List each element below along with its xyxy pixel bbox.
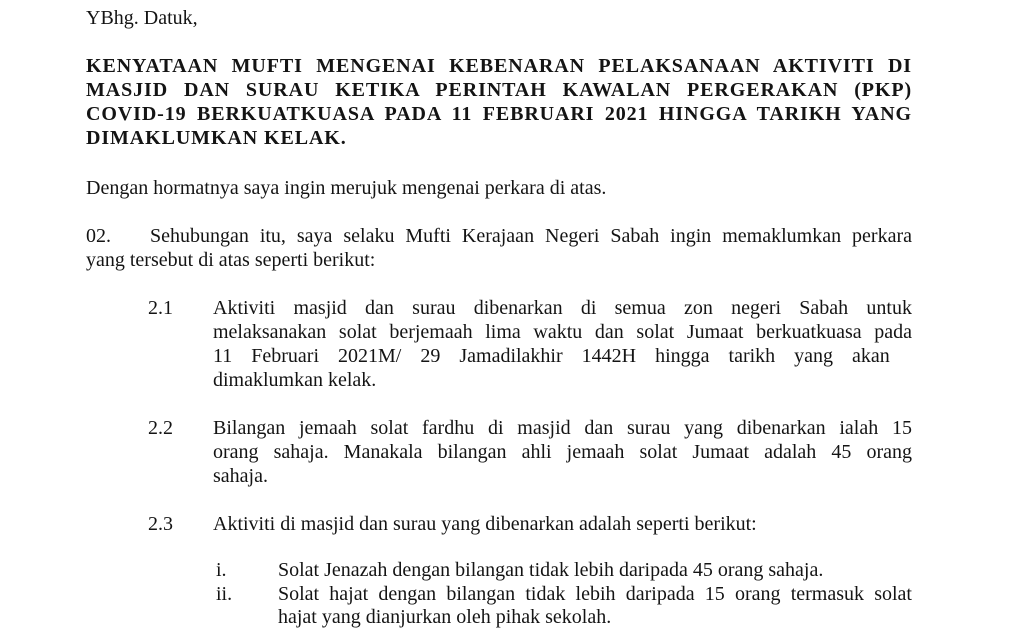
item-line: orang sahaja. Manakala bilangan ahli jemaah solat Jumaat adalah 45 orang [213,441,912,463]
item-line: sahaja. [213,465,268,487]
subitem-number: i. [216,559,227,581]
item-number: 2.2 [148,417,173,439]
salutation: YBhg. Datuk, [86,7,198,29]
subitem-line: Solat hajat dengan bilangan tidak lebih daripada 15 orang termasuk solat [278,583,912,605]
subject-line: KENYATAAN MUFTI MENGENAI KEBENARAN PELAKSANAAN AKTIVITI DI [86,55,912,77]
item-line: Bilangan jemaah solat fardhu di masjid dan surau yang dibenarkan ialah 15 [213,417,912,439]
item-line: melaksanakan solat berjemaah lima waktu dan solat Jumaat berkuatkuasa pada [213,321,912,343]
item-line: dimaklumkan kelak. [213,369,377,391]
subitem-number: ii. [216,583,233,605]
paragraph-text: Sehubungan itu, saya selaku Mufti Kerajaan Negeri Sabah ingin memaklumkan perkara [150,225,912,247]
item-number: 2.3 [148,513,173,535]
subject-line: MASJID DAN SURAU KETIKA PERINTAH KAWALAN PERGERAKAN (PKP) [86,79,912,101]
item-line: Aktiviti masjid dan surau dibenarkan di semua zon negeri Sabah untuk [213,297,912,319]
subject-line: COVID-19 BERKUATKUASA PADA 11 FEBRUARI 2021 HINGGA TARIKH YANG [86,103,912,125]
item-line: 11 Februari 2021M/ 29 Jamadilakhir 1442H hingga tarikh yang akan [213,345,890,367]
opening-paragraph: Dengan hormatnya saya ingin merujuk mengenai perkara di atas. [86,177,607,199]
subitem-line: hajat yang dianjurkan oleh pihak sekolah. [278,606,612,628]
item-line: Aktiviti di masjid dan surau yang dibenarkan adalah seperti berikut: [213,513,757,535]
subject-line: DIMAKLUMKAN KELAK. [86,127,347,149]
subitem-line: Solat Jenazah dengan bilangan tidak lebih daripada 45 orang sahaja. [278,559,824,581]
paragraph-text: yang tersebut di atas seperti berikut: [86,249,376,271]
item-number: 2.1 [148,297,173,319]
paragraph-number: 02. [86,225,111,247]
